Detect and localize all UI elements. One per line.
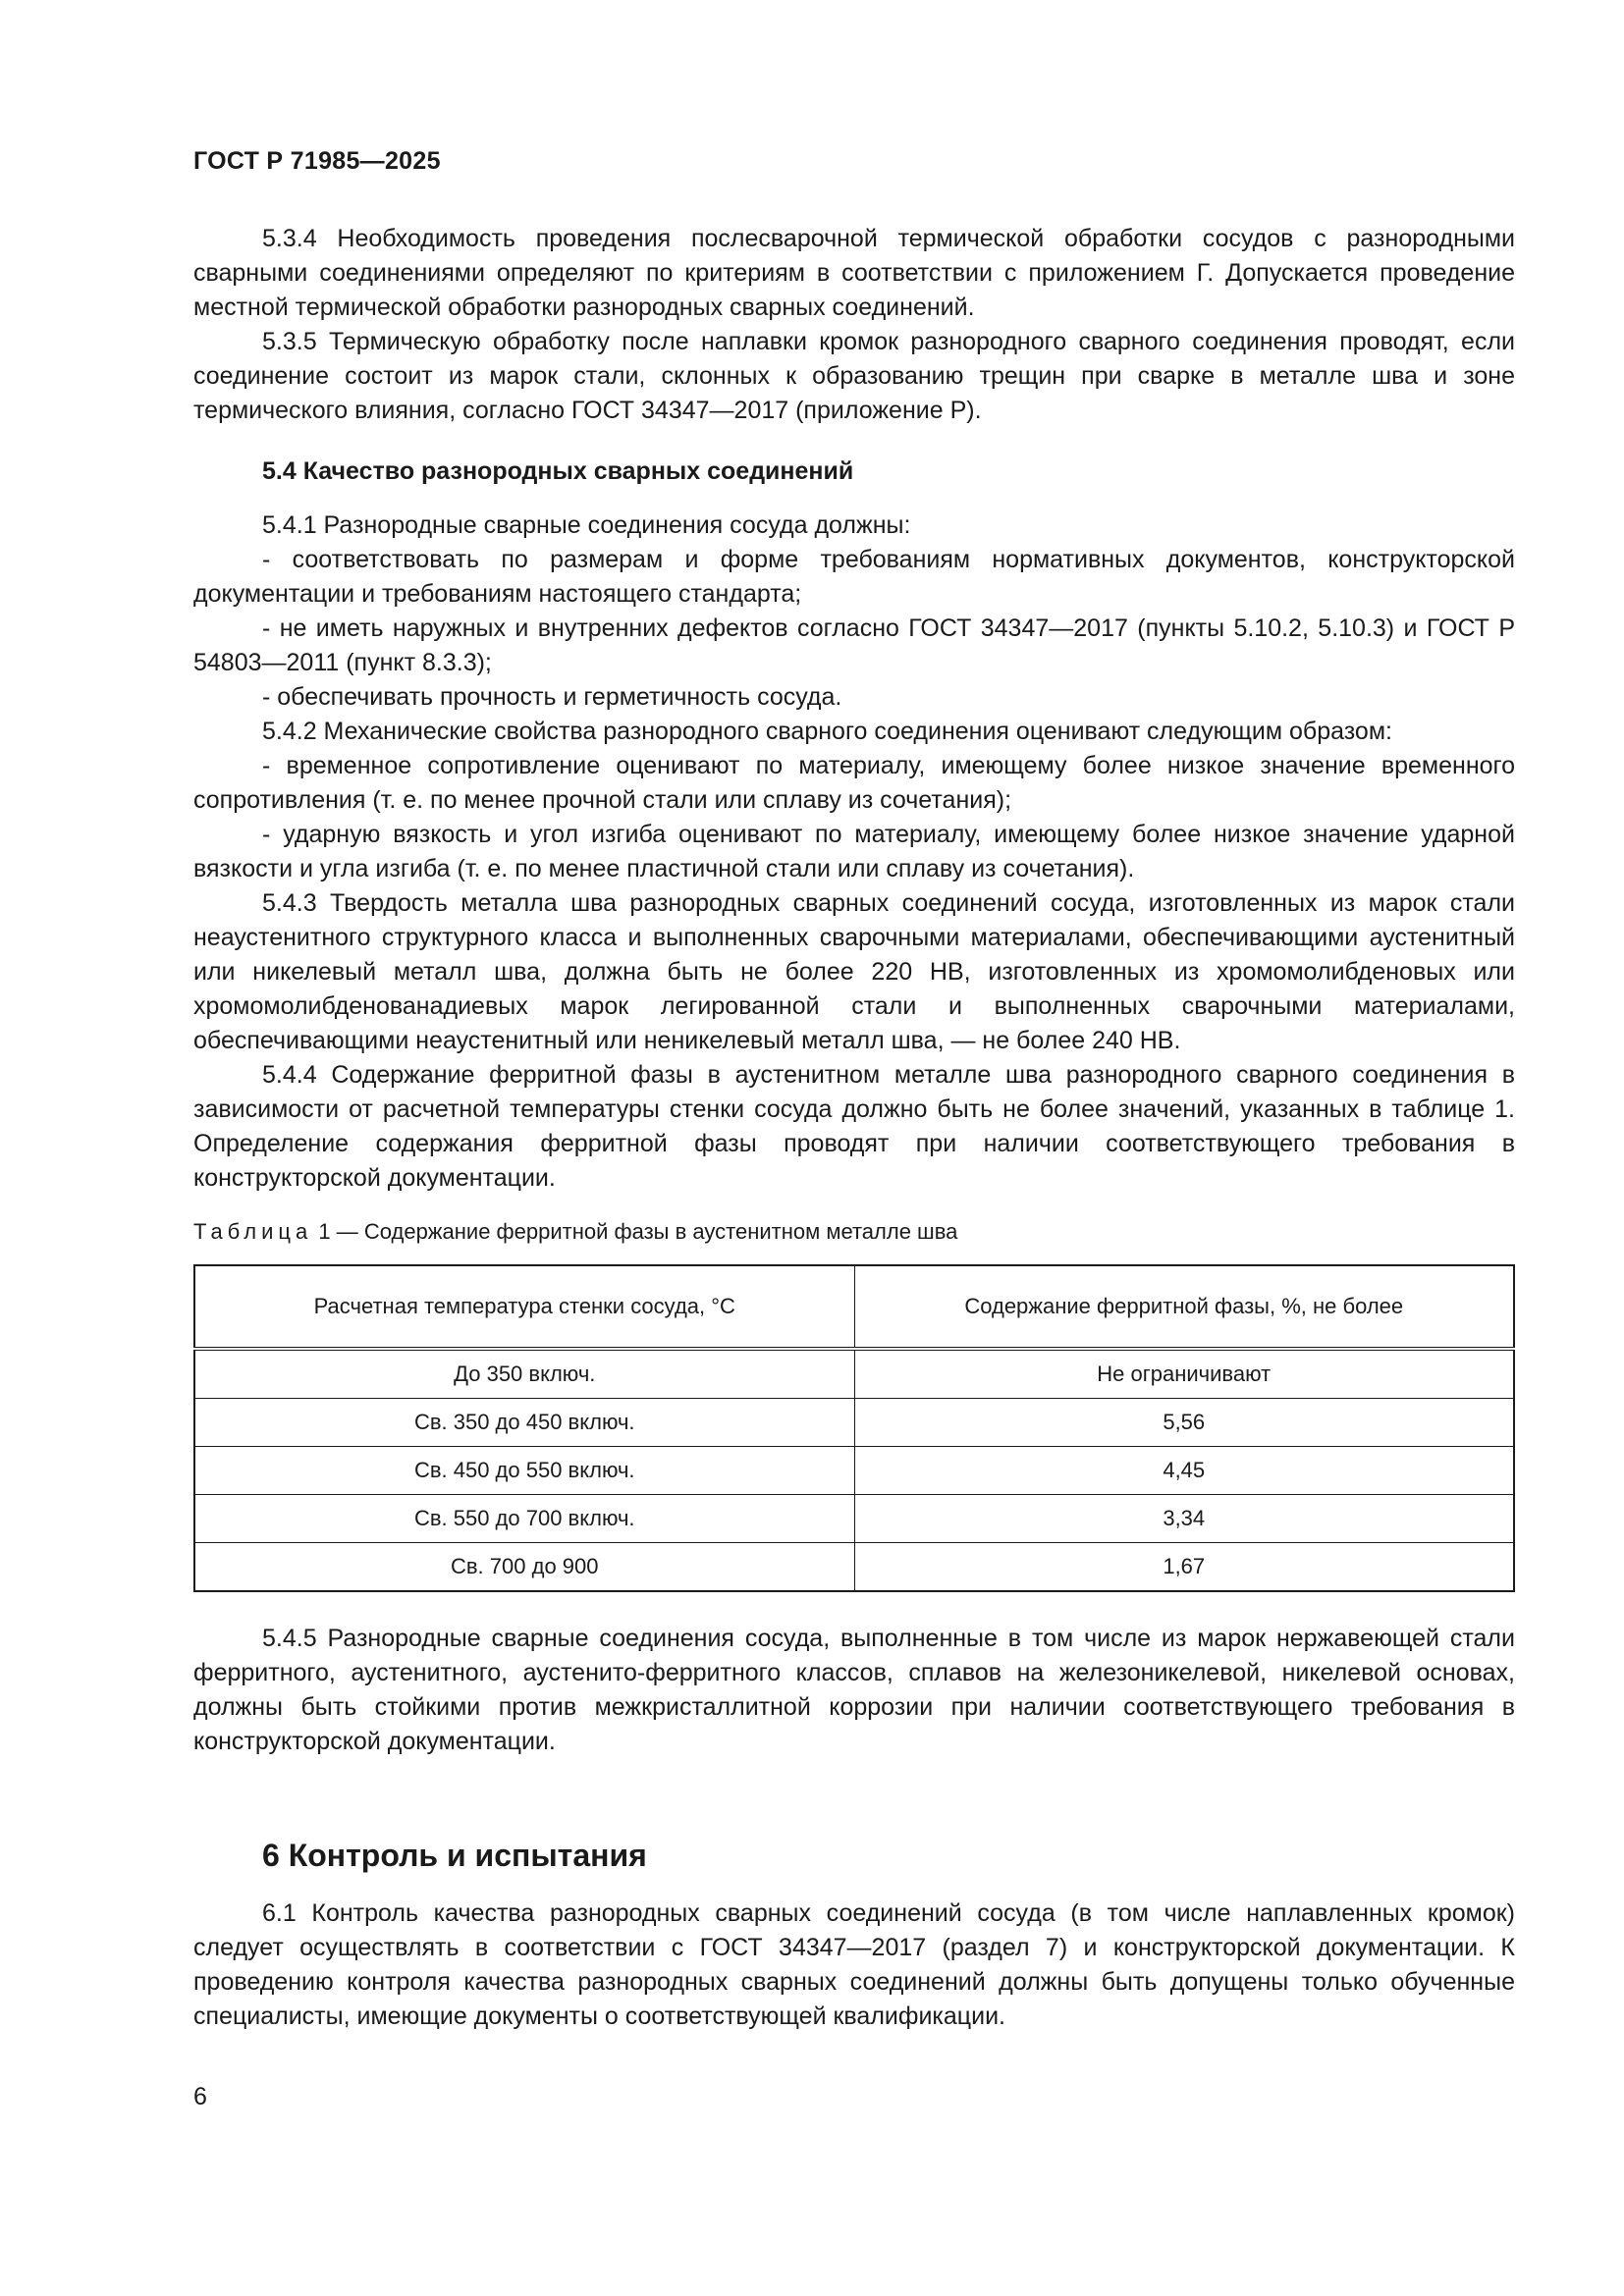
paragraph-5-4-1: 5.4.1 Разнородные сварные соединения сосуда должны: [262, 511, 911, 539]
paragraph-5-4-3: 5.4.3 Твердость металла шва разнородных сварных соединений сосуда, изготовленных из марок стали неаустенитного структурного класса и выполненных сварочными материалами, обеспечивающими аустенитный или никелевый металл шва, должна быть не более 220 НВ, изготовленных из хромомолибденовых или хромомолибденованадиевых марок легированной стали и выполненных сварочными материалами, обеспечивающими неаустенитный или неникелевый металл шва, — не более 240 НВ. [193, 889, 1515, 1054]
list-item: - обеспечивать прочность и герметичность сосуда. [262, 683, 842, 711]
paragraph-5-4-2: 5.4.2 Механические свойства разнородного сварного соединения оценивают следующим образом: [262, 718, 1392, 745]
table-cell-temperature: Св. 700 до 900 [194, 1543, 854, 1592]
page-number: 6 [193, 2083, 207, 2110]
table-cell-ferrite: 5,56 [854, 1399, 1514, 1447]
table-cell-temperature: Св. 450 до 550 включ. [194, 1447, 854, 1495]
paragraph-6-1: 6.1 Контроль качества разнородных сварных соединений сосуда (в том числе наплавленных кромок) следует осуществлять в соответствии с ГОСТ 34347—2017 (раздел 7) и конструкторской документации. К проведению контроля качества разнородных сварных соединений должны быть допущены только обученные специалисты, имеющие документы о соответствующей квалификации. [193, 1899, 1515, 2030]
list-item: - не иметь наружных и внутренних дефектов согласно ГОСТ 34347—2017 (пункты 5.10.2, 5.10.3) и ГОСТ Р 54803—2011 (пункт 8.3.3); [193, 614, 1515, 676]
table-caption-text: 1 — Содержание ферритной фазы в аустенитном металле шва [318, 1219, 958, 1244]
list-item: - соответствовать по размерам и форме требованиям нормативных документов, конструкторской документации и требованиям настоящего стандарта; [193, 546, 1515, 608]
table-cell-ferrite: Не ограничивают [854, 1349, 1514, 1399]
table-cell-temperature: До 350 включ. [194, 1349, 854, 1399]
ferrite-content-table [193, 1264, 1515, 1592]
table-row [194, 1399, 1514, 1447]
column-header-temperature: Расчетная температура стенки сосуда, °С [194, 1265, 854, 1349]
paragraph-5-4-5: 5.4.5 Разнородные сварные соединения сосуда, выполненные в том числе из марок нержавеющей стали ферритного, аустенитного, аустенито-ферритного классов, сплавов на железоникелевой, никелевой основах, должны быть стойкими против межкристаллитной коррозии при наличии соответствующего требования в конструкторской документации. [193, 1625, 1515, 1755]
table-caption [193, 1217, 1515, 1247]
table-row [194, 1543, 1514, 1592]
table-caption-label: Таблица [193, 1219, 313, 1244]
table-cell-temperature: Св. 550 до 700 включ. [194, 1495, 854, 1543]
after-table-block [193, 1622, 1515, 1759]
section-title-6: 6 Контроль и испытания [262, 1838, 647, 1873]
paragraph-5-3-5: 5.3.5 Термическую обработку после наплавки кромок разнородного сварного соединения проводят, если соединение состоит из марок стали, склонных к образованию трещин при сварке в металле шва и зоне термического влияния, согласно ГОСТ 34347—2017 (приложение Р). [193, 328, 1515, 424]
table-row [194, 1349, 1514, 1399]
table-cell-temperature: Св. 350 до 450 включ. [194, 1399, 854, 1447]
table-header-row [194, 1265, 1514, 1349]
list-item: - ударную вязкость и угол изгиба оценивают по материалу, имеющему более низкое значение ударной вязкости и угла изгиба (т. е. по менее пластичной стали или сплаву из сочетания). [193, 821, 1515, 882]
subsection-title-5-4: 5.4 Качество разнородных сварных соединений [262, 457, 854, 485]
column-header-ferrite-content: Содержание ферритной фазы, %, не более [854, 1265, 1514, 1349]
paragraph-5-4-4: 5.4.4 Содержание ферритной фазы в аустенитном металле шва разнородного сварного соединения в зависимости от расчетной температуры стенки сосуда должно быть не более значений, указанных в таблице 1. Определение содержания ферритной фазы проводят при наличии соответствующего требования в конструкторской документации. [193, 1061, 1515, 1192]
document-header: ГОСТ Р 71985—2025 [193, 147, 441, 175]
paragraph-5-3-4: 5.3.4 Необходимость проведения послесварочной термической обработки сосудов с разнородными сварными соединениями определяют по критериям в соответствии с приложением Г. Допускается проведение местной термической обработки разнородных сварных соединений. [193, 225, 1515, 321]
page-content [193, 222, 1515, 2034]
table-cell-ferrite: 4,45 [854, 1447, 1514, 1495]
table-cell-ferrite: 1,67 [854, 1543, 1514, 1592]
table-row [194, 1495, 1514, 1543]
table-cell-ferrite: 3,34 [854, 1495, 1514, 1543]
list-item: - временное сопротивление оценивают по материалу, имеющему более низкое значение временного сопротивления (т. е. по менее прочной стали или сплаву из сочетания); [193, 752, 1515, 814]
table-row [194, 1447, 1514, 1495]
